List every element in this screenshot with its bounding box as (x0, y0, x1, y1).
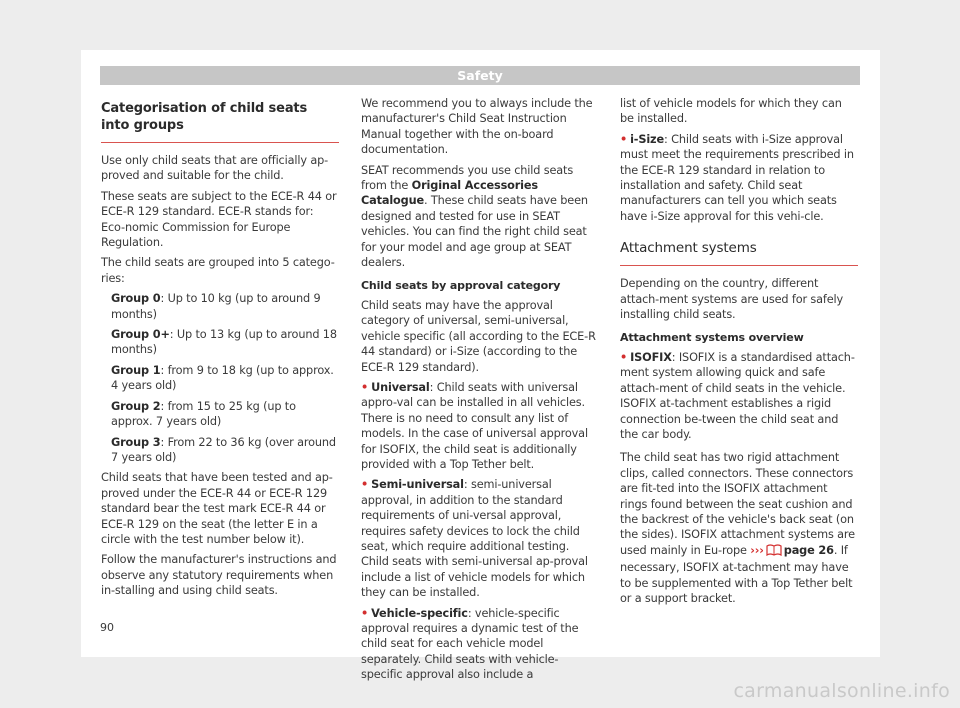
group-item: Group 0+: Up to 13 kg (up to around 18 months) (111, 328, 337, 357)
book-icon (766, 544, 782, 560)
bullet-icon: • (361, 606, 369, 620)
group-item: Group 0: Up to 10 kg (up to around 9 months) (111, 292, 321, 321)
subheading: Child seats by approval category (361, 279, 561, 293)
bullet-icon: • (361, 380, 369, 394)
group-item: Group 1: from 9 to 18 kg (up to approx. 4 years old) (111, 363, 334, 393)
bullet-icon: • (620, 350, 628, 364)
bullet-icon: • (620, 132, 628, 146)
paragraph: We recommend you to always include the manufacturer's Child Seat Instruction Manual together with the on-board documentation. (361, 97, 593, 157)
page-number: 90 (100, 621, 114, 634)
arrow-icon: ››› (750, 543, 764, 557)
paragraph: The child seat has two rigid attachment clips, called connectors. These connectors are fit-ted into the ISOFIX attachment rings found between the seat cushion and the backrest of the vehicle's back seat (on the sides). ISOFIX attachment systems are used mainly in Eu-rope ››› page 26. If necessary, ISOFIX at-tachment may have to be supplemented with a Top Tether belt or a support bracket. (620, 451, 855, 605)
paragraph: Depending on the country, different attach-ment systems are used for safely installing child seats. (620, 277, 844, 322)
section-title-attachment: Attachment systems (620, 236, 858, 266)
bullet-icon: • (361, 478, 369, 492)
paragraph: These seats are subject to the ECE-R 44 or ECE-R 129 standard. ECE-R stands for: Eco-nomic Commission for Europe Regulation. (101, 189, 337, 250)
bullet-item: • Universal: Child seats with universal appro-val can be installed in all vehicles. There is no need to consult any list of models. In the case of universal approval for ISOFIX, the child seat is additionally provided with a Top Tether belt. (361, 380, 588, 471)
group-item: Group 2: from 15 to 25 kg (up to approx. 7 years old) (111, 399, 296, 429)
bullet-item: • Semi-universal: semi-universal approval, in addition to the standard requirements of uni-versal approval, requires safety devices to lock the child seat, which require additional testing. Child seats with semi-universal ap-proval include a list of vehicle models for which they can be installed. (361, 478, 588, 600)
column-1 (101, 96, 339, 604)
section-header: Safety (100, 66, 860, 85)
paragraph: Child seats may have the approval category of universal, semi-universal, vehicle specific (all according to the ECE-R 44 standard) or i-Size (according to the ECE-R 129 standard). (361, 298, 596, 374)
paragraph: Child seats that have been tested and ap-proved under the ECE-R 44 or ECE-R 129 standard bear the test mark ECE-R 44 or ECE-R 129 on the seat (the letter E in a circle with the test number below it). (101, 471, 333, 546)
subheading: Attachment systems overview (620, 331, 804, 345)
column-3 (620, 96, 858, 611)
bullet-item: • ISOFIX: ISOFIX is a standardised attach-ment system allowing quick and safe attach-ment of child seats in the vehicle. ISOFIX at-tachment establishes a rigid connection be-tween the child seat and the car body. (620, 350, 855, 441)
bullet-item: • i-Size: Child seats with i-Size approval must meet the requirements prescribed in the ECE-R 129 standard in relation to installation and safety. Child seat manufacturers can tell you which seats have i-Size approval for this vehi-cle. (620, 132, 854, 223)
column-2 (361, 96, 599, 688)
paragraph: The child seats are grouped into 5 catego-ries: (101, 256, 335, 285)
paragraph: SEAT recommends you use child seats from the Original Accessories Catalogue. These child seats have been designed and tested for use in SEAT vehicles. You can find the right child seat for your model and age group at SEAT dealers. (361, 163, 588, 270)
catalogue-reference: Original Accessories Catalogue (361, 179, 538, 208)
bullet-item: • Vehicle-specific: vehicle-specific approval requires a dynamic test of the child seat for each vehicle model separately. Child seats with vehicle-specific approval also include a (361, 606, 579, 682)
group-item: Group 3: From 22 to 36 kg (over around 7 years old) (111, 435, 336, 464)
watermark: carmanualsonline.info (733, 680, 950, 702)
page-reference-link[interactable]: page 26 (783, 543, 834, 557)
section-title-categorisation: Categorisation of child seats into groups (101, 96, 339, 143)
paragraph: list of vehicle models for which they can be installed. (620, 97, 842, 126)
paragraph: Use only child seats that are officially ap-proved and suitable for the child. (101, 154, 329, 183)
paragraph: Follow the manufacturer's instructions and observe any statutory requirements when in-stalling and using child seats. (101, 553, 337, 598)
